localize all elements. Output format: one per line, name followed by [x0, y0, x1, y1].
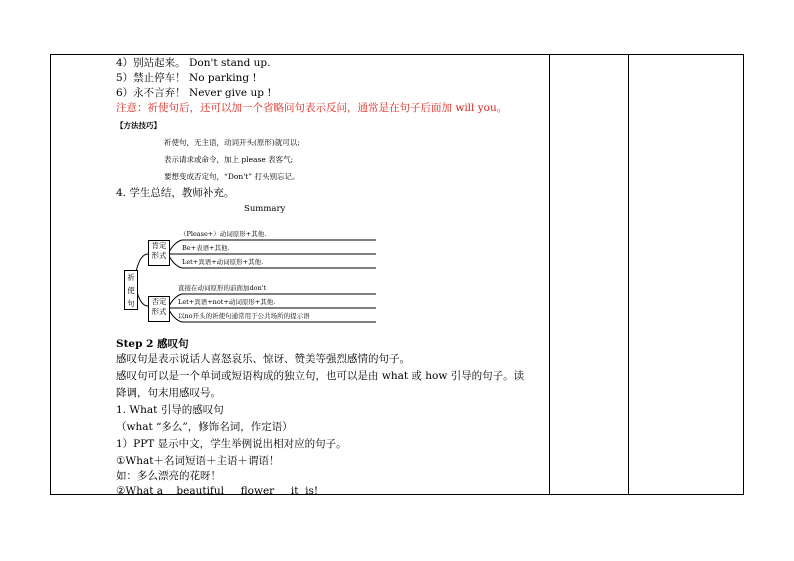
lesson-table — [50, 54, 744, 495]
mind-map — [116, 232, 376, 328]
tip-line: 要想变成否定句，“Don't” 打头别忘记。 — [164, 172, 300, 181]
line-dont-stand: 4）别站起来。 Don't stand up. — [116, 57, 271, 69]
line-no-parking: 5）禁止停车！ No parking ! — [116, 72, 257, 84]
formula-line: ①What＋名词短语＋主语＋谓语！ — [116, 455, 280, 467]
mind-map-item: Be+表语+其他. — [182, 244, 230, 252]
section-heading: 1. What 引导的感叹句 — [116, 404, 224, 416]
step4-line: 4. 学生总结，教师补充。 — [116, 187, 235, 199]
paragraph: 1）PPT 显示中文，学生举例说出相对应的句子。 — [116, 438, 347, 450]
example-line: 如：多么漂亮的花呀！ — [116, 470, 221, 482]
paragraph: 感叹句是表示说话人喜怒哀乐、惊讶、赞美等强烈感情的句子。 — [116, 353, 410, 365]
note-text: 注意：祈使句后，还可以加一个省略问句表示反问，通常是在句子后面加 will you。 — [116, 102, 508, 114]
paragraph: 感叹句可以是一个单词或短语构成的独立句，也可以是由 what 或 how 引导的句子。读 — [116, 370, 525, 382]
example-english: ②What a beautiful flower it is! — [116, 485, 319, 497]
section-subheading: （what “多么”，修饰名词，作定语） — [116, 421, 293, 433]
mind-map-item: 以no开头的祈使句通常用于公共场所的提示语 — [178, 312, 310, 320]
mind-map-item: （Please+）动词原形+其他. — [180, 230, 267, 238]
mind-map-positive: 肯定形式 — [148, 240, 170, 266]
tip-line: 祈使句，无主语，动词开头(原形)就可以; — [164, 138, 300, 147]
step2-title: Step 2 感叹句 — [116, 338, 189, 350]
mind-map-item: Let+宾语+not+动词原形+其他. — [178, 298, 276, 306]
mind-map-negative: 否定形式 — [148, 296, 170, 322]
tips-title: 【方法技巧】 — [116, 121, 161, 130]
summary-title: Summary — [244, 204, 286, 214]
mind-map-item: 直接在动词原形的前面加don't — [178, 284, 267, 292]
mind-map-item: Let+宾语+动词原形+其他. — [182, 258, 264, 266]
column-divider — [549, 55, 550, 494]
line-never-give-up: 6）永不言弃！ Never give up ! — [116, 87, 272, 99]
tip-line: 表示请求或命令，加上 please 表客气; — [164, 155, 294, 164]
paragraph: 降调，句末用感叹号。 — [116, 387, 221, 399]
mind-map-root: 祈使句 — [124, 270, 138, 310]
column-divider — [628, 55, 629, 494]
